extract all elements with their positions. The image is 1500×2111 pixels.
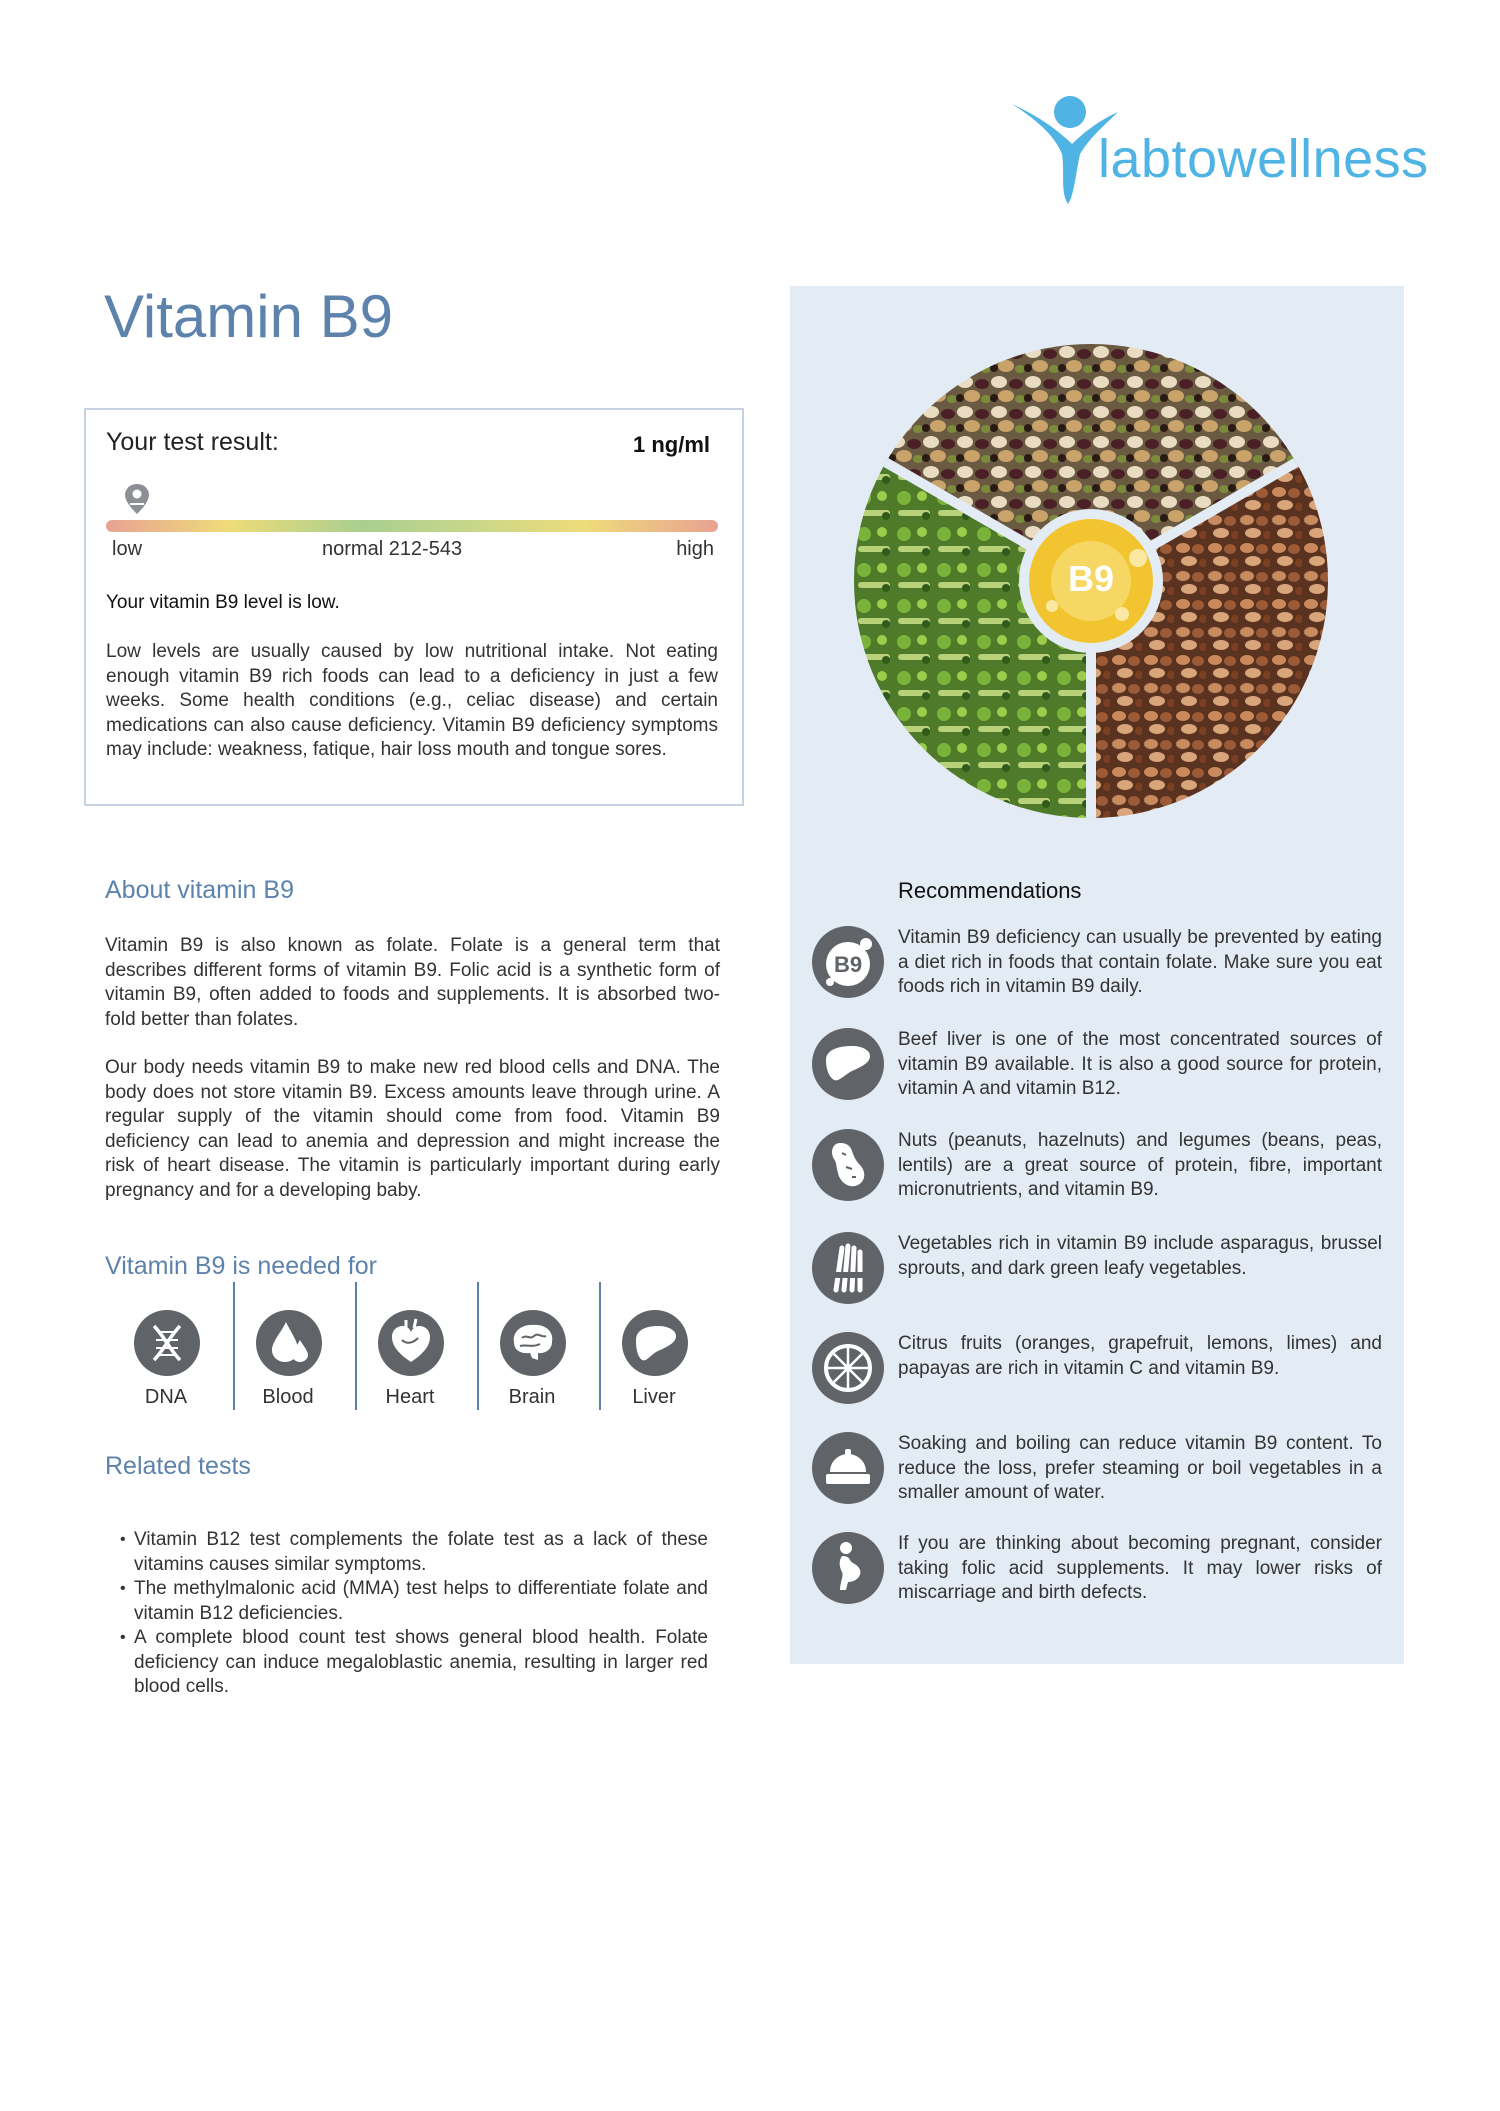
recommendation-item — [812, 1432, 1382, 1506]
needed-for-heading: Vitamin B9 is needed for — [105, 1252, 377, 1280]
recommendation-text: Soaking and boiling can reduce vitamin B9 content. To reduce the loss, prefer steaming or boil vegetables in a smaller amount of water. — [898, 1433, 1382, 1503]
needed-item-label: Blood — [262, 1386, 314, 1408]
needed-item-dna — [105, 1282, 227, 1412]
list-item: • Vitamin B12 test complements the folate test as a lack of these vitamins causes similar symptoms. — [118, 1528, 708, 1577]
needed-for-row — [105, 1282, 725, 1412]
recommendation-item — [812, 1232, 1382, 1306]
recommendation-item — [812, 1332, 1382, 1406]
citrus-icon — [812, 1332, 884, 1404]
needed-item-blood — [227, 1282, 349, 1412]
recommendation-text: Beef liver is one of the most concentrated sources of vitamin B9 available. It is also a good source for protein, vitamin A and vitamin B12. — [898, 1029, 1382, 1099]
about-paragraph-2: Our body needs vitamin B9 to make new red blood cells and DNA. The body does not store vitamin B9. Excess amounts leave through urine. A regular supply of the vitamin should come from food. Vitamin B9 deficiency can lead to anemia and depression and might increase the risk of heart disease. The vitamin is particularly important during early pregnancy and for a developing baby. — [105, 1057, 720, 1201]
result-range-bar — [106, 520, 718, 532]
result-marker-icon — [123, 482, 151, 523]
recommendation-text: Nuts (peanuts, hazelnuts) and legumes (beans, peas, lentils) are a great source of protein, fibre, important micronutrients, and vitamin B9. — [898, 1130, 1382, 1200]
food-image — [854, 344, 1328, 818]
recommendation-text: Vitamin B9 deficiency can usually be prevented by eating a diet rich in foods that contain folate. Make sure you eat foods rich in vitamin B9 daily. — [898, 927, 1382, 997]
scale-normal-label: normal 212-543 — [322, 538, 463, 560]
brand-logo — [1010, 92, 1429, 212]
dna-icon — [134, 1310, 200, 1376]
recommendation-text: Vegetables rich in vitamin B9 include asparagus, brussel sprouts, and dark green leafy vegetables. — [898, 1233, 1382, 1279]
b9-icon — [812, 926, 884, 998]
needed-item-label: Liver — [632, 1386, 676, 1408]
result-status: Your vitamin B9 level is low. — [106, 592, 340, 613]
liver-icon — [622, 1310, 688, 1376]
list-item: • A complete blood count test shows general blood health. Folate deficiency can induce megaloblastic anemia, resulting in larger red blood cells. — [118, 1626, 708, 1700]
recommendations-heading: Recommendations — [898, 878, 1082, 903]
recommendation-text: Citrus fruits (oranges, grapefruit, lemons, limes) and papayas are rich in vitamin C and vitamin B9. — [898, 1333, 1382, 1379]
test-result-card — [84, 408, 744, 806]
brain-icon — [500, 1310, 566, 1376]
result-label: Your test result: — [106, 428, 279, 456]
recommendations-panel — [790, 286, 1404, 1664]
about-paragraph-1: Vitamin B9 is also known as folate. Folate is a general term that describes different forms of vitamin B9. Folic acid is a synthetic form of vitamin B9, often added to foods and supplements. It is absorbed two-fold better than folates. — [105, 935, 720, 1030]
list-item: • The methylmalonic acid (MMA) test helps to differentiate folate and vitamin B12 deficiencies. — [118, 1577, 708, 1626]
recommendation-text: If you are thinking about becoming pregnant, consider taking folic acid supplements. It may lower risks of miscarriage and birth defects. — [898, 1533, 1382, 1603]
needed-item-heart — [349, 1282, 471, 1412]
blood-drop-icon — [256, 1310, 322, 1376]
needed-item-label: Heart — [385, 1386, 435, 1408]
recommendation-item — [812, 1028, 1382, 1102]
recommendation-item — [812, 926, 1382, 1000]
scale-low-label: low — [112, 538, 143, 560]
svg-text:B9: B9 — [833, 952, 863, 977]
related-tests-list — [118, 1528, 708, 1700]
recommendation-item — [812, 1532, 1382, 1606]
steaming-pot-icon — [812, 1432, 884, 1504]
page-title: Vitamin B9 — [104, 283, 394, 350]
b9-badge: B9 — [1067, 558, 1115, 599]
heart-icon — [378, 1310, 444, 1376]
result-description: Low levels are usually caused by low nutritional intake. Not eating enough vitamin B9 rich foods can lead to a deficiency in just a few weeks. Some health conditions (e.g., celiac disease) and certain medications can also cause deficiency. Vitamin B9 deficiency symptoms may include: weakness, fatique, hair loss mouth and tongue sores. — [106, 641, 718, 760]
peanut-icon — [812, 1129, 884, 1201]
scale-high-label: high — [676, 538, 714, 560]
needed-item-label: DNA — [144, 1386, 188, 1408]
needed-item-brain — [471, 1282, 593, 1412]
related-tests-heading: Related tests — [105, 1452, 251, 1480]
needed-item-label: Brain — [508, 1386, 556, 1408]
result-value: 1 ng/ml — [632, 432, 710, 457]
liver-icon — [812, 1028, 884, 1100]
needed-item-liver — [593, 1282, 715, 1412]
pregnancy-icon — [812, 1532, 884, 1604]
logo-wordmark: labtowellness — [1098, 129, 1429, 189]
about-heading: About vitamin B9 — [105, 876, 294, 904]
asparagus-icon — [812, 1232, 884, 1304]
recommendation-item — [812, 1129, 1382, 1203]
